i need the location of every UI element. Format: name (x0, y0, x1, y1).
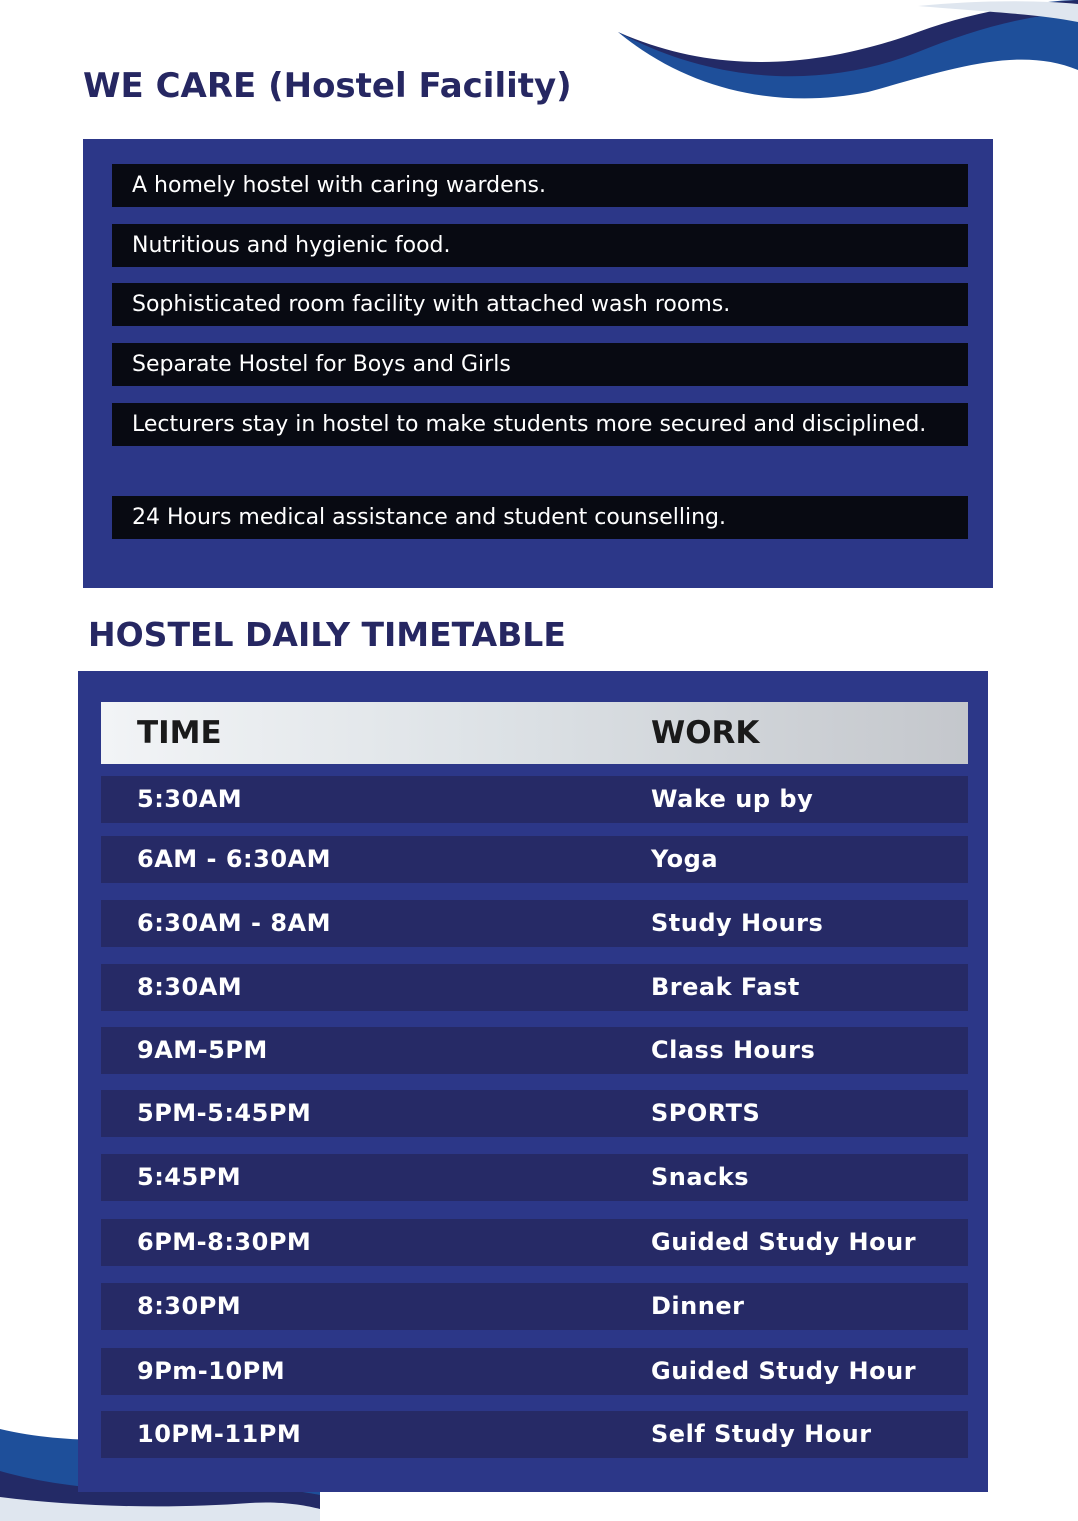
facility-panel (83, 139, 993, 588)
facility-item: Separate Hostel for Boys and Girls (112, 343, 968, 386)
work-cell: Guided Study Hour (651, 1357, 917, 1385)
timetable-row (101, 1411, 968, 1458)
work-cell: Yoga (651, 845, 719, 873)
time-cell: 6PM-8:30PM (137, 1228, 312, 1256)
work-cell: Study Hours (651, 909, 824, 937)
facility-item: 24 Hours medical assistance and student counselling. (112, 496, 968, 539)
timetable-row (101, 1219, 968, 1266)
facility-item: A homely hostel with caring wardens. (112, 164, 968, 207)
facility-title: WE CARE (Hostel Facility) (83, 66, 572, 106)
time-cell: 9AM-5PM (137, 1036, 268, 1064)
work-cell: Break Fast (651, 973, 800, 1001)
work-cell: Snacks (651, 1163, 750, 1191)
timetable-row (101, 1283, 968, 1330)
time-column-header: TIME (137, 715, 222, 751)
facility-item: Sophisticated room facility with attached wash rooms. (112, 283, 968, 326)
time-cell: 5:45PM (137, 1163, 242, 1191)
timetable-row (101, 900, 968, 947)
timetable-title: HOSTEL DAILY TIMETABLE (88, 615, 566, 654)
timetable-row (101, 964, 968, 1011)
work-cell: SPORTS (651, 1099, 761, 1127)
facility-item: Nutritious and hygienic food. (112, 224, 968, 267)
timetable-row (101, 1154, 968, 1201)
work-column-header: WORK (651, 715, 760, 751)
timetable-row (101, 776, 968, 823)
work-cell: Self Study Hour (651, 1420, 872, 1448)
time-cell: 6AM - 6:30AM (137, 845, 331, 873)
timetable-row (101, 1090, 968, 1137)
time-cell: 9Pm-10PM (137, 1357, 286, 1385)
time-cell: 8:30AM (137, 973, 243, 1001)
timetable-panel (78, 671, 988, 1492)
work-cell: Class Hours (651, 1036, 816, 1064)
time-cell: 10PM-11PM (137, 1420, 302, 1448)
work-cell: Dinner (651, 1292, 745, 1320)
timetable-row (101, 1348, 968, 1395)
timetable-row (101, 1027, 968, 1074)
time-cell: 8:30PM (137, 1292, 242, 1320)
timetable-row (101, 836, 968, 883)
time-cell: 5PM-5:45PM (137, 1099, 312, 1127)
timetable-header-row (101, 702, 968, 764)
top-wave-decoration (618, 0, 1078, 100)
work-cell: Guided Study Hour (651, 1228, 917, 1256)
time-cell: 5:30AM (137, 785, 243, 813)
facility-item: Lecturers stay in hostel to make students more secured and disciplined. (112, 403, 968, 446)
work-cell: Wake up by (651, 785, 814, 813)
time-cell: 6:30AM - 8AM (137, 909, 331, 937)
